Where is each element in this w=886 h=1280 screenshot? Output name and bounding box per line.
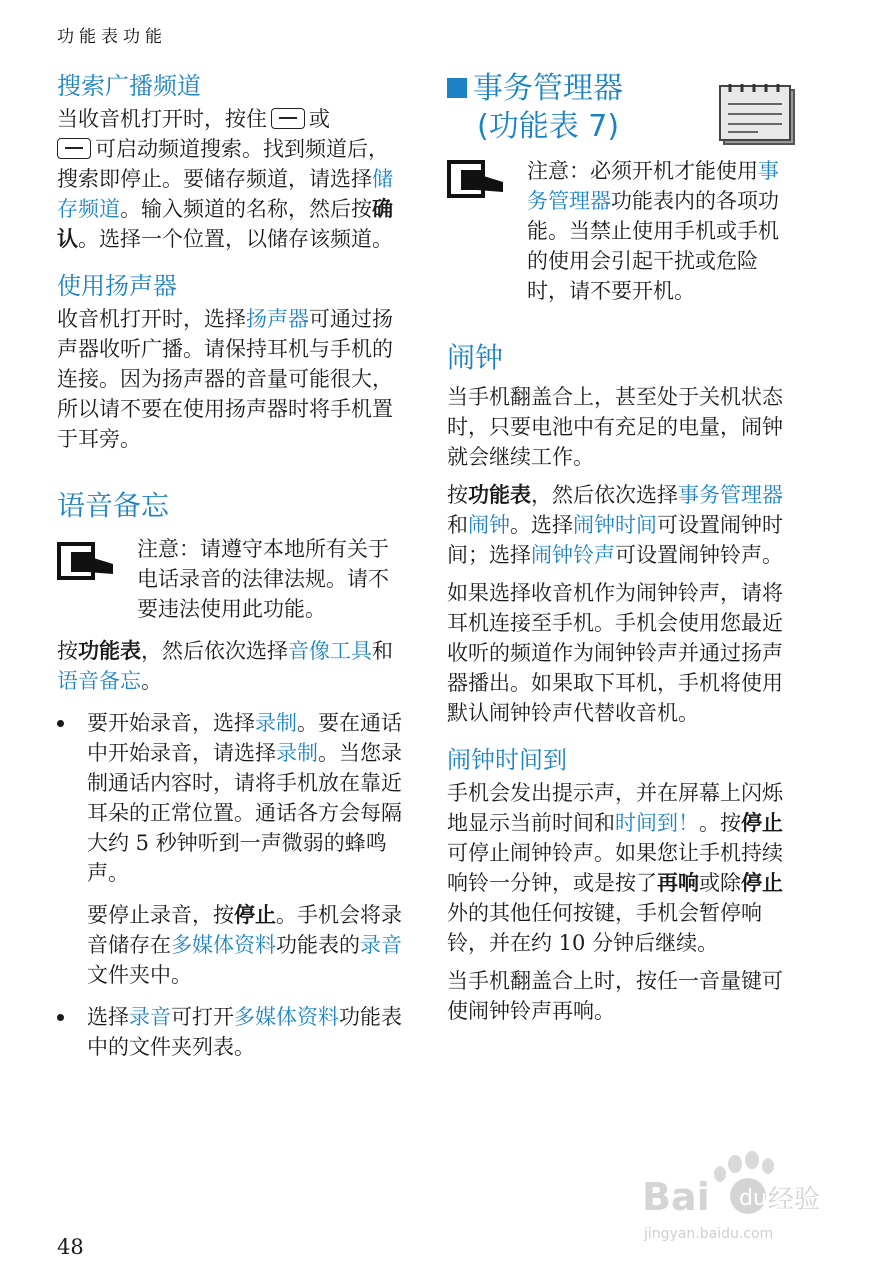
paragraph-speaker: 收音机打开时，选择扬声器可通过扬声器收听广播。请保持耳机与手机的连接。因为扬声器的音量可能很大，所以请不要在使用扬声器时将手机置于耳旁。 bbox=[57, 307, 393, 451]
paragraph-alarm-time-2: 当手机翻盖合上时，按任一音量键可使闹钟铃声再响。 bbox=[447, 969, 783, 1023]
svg-text:经验: 经验 bbox=[768, 1185, 821, 1215]
section-title-alarm: 闹钟 bbox=[447, 341, 504, 374]
section-title-alarm-time: 闹钟时间到 bbox=[447, 746, 567, 774]
square-bullet-icon bbox=[447, 78, 467, 98]
section-title-voice-memo: 语音备忘 bbox=[57, 489, 170, 522]
paragraph-alarm-1: 当手机翻盖合上，甚至处于关机状态时，只要电池中有充足的电量，闹钟就会继续工作。 bbox=[447, 385, 783, 469]
paragraph-channel-search: 当收音机打开时，按住 或 可启动频道搜索。找到频道后，搜索即停止。要储存频道，请选择储存频道。输入频道的名称，然后按确认。选择一个位置，以储存该频道。 bbox=[57, 107, 393, 251]
baidu-paw-logo bbox=[640, 1150, 840, 1250]
svg-text:du: du bbox=[739, 1186, 767, 1211]
list-item: 要开始录音，选择录制。要在通话中开始录音，请选择录制。当您录制通话内容时，请将手机放在靠近耳朵的正常位置。通话各方会每隔大约 5 秒钟听到一声微弱的蜂鸣声。 bbox=[57, 708, 407, 888]
bullet-list bbox=[57, 708, 407, 888]
right-column bbox=[447, 70, 797, 1026]
paragraph-alarm-2: 按功能表，然后依次选择事务管理器和闹钟。选择闹钟时间可设置闹钟时间；选择闹钟铃声可设置闹钟铃声。 bbox=[447, 482, 783, 567]
paragraph-stop-recording: 要停止录音，按停止。手机会将录音储存在多媒体资料功能表的录音文件夹中。 bbox=[87, 902, 402, 987]
paragraph-alarm-3: 如果选择收音机作为闹钟铃声，请将耳机连接至手机。手机会使用您最近收听的频道作为闹钟铃声并通过扬声器播出。如果取下耳机，手机将使用默认闹钟铃声代替收音机。 bbox=[447, 581, 783, 725]
list-item: 选择录音可打开多媒体资料功能表中的文件夹列表。 bbox=[57, 1002, 407, 1062]
section-title-channel-search: 搜索广播频道 bbox=[57, 72, 201, 100]
paragraph-voice-memo: 按功能表，然后依次选择音像工具和语音备忘。 bbox=[57, 638, 393, 693]
paragraph-alarm-time-1: 手机会发出提示声，并在屏幕上闪烁地显示当前时间和时间到！。按停止可停止闹钟铃声。如果您让手机持续响铃一分钟，或是按了再响或除停止外的其他任何按键，手机会暂停响铃，并在约 10 分钟后继续。 bbox=[447, 781, 783, 955]
chapter-title: 事务管理器 (功能表 7) bbox=[447, 70, 797, 146]
note-text: 注意：请遵守本地所有关于电话录音的法律法规。请不要违法使用此功能。 bbox=[137, 537, 389, 621]
svg-text:Bai: Bai bbox=[642, 1175, 710, 1219]
note-hand-icon bbox=[57, 542, 115, 582]
svg-text:jingyan.baidu.com: jingyan.baidu.com bbox=[644, 1226, 774, 1242]
organizer-icon bbox=[718, 82, 798, 146]
note-hand-icon bbox=[447, 160, 505, 200]
note-text: 注意：必须开机才能使用事务管理器功能表内的各项功能。当禁止使用手机或手机的使用会引起干扰或危险时，请不要开机。 bbox=[527, 159, 779, 303]
page-header: 功能表功能 bbox=[57, 27, 167, 47]
note-box bbox=[447, 156, 797, 306]
left-column bbox=[57, 70, 407, 1062]
selection-key-icon bbox=[57, 138, 91, 159]
link-save-channel: 储存频道 bbox=[57, 167, 393, 221]
selection-key-icon bbox=[271, 108, 305, 129]
note-box bbox=[57, 534, 407, 624]
baidu-watermark bbox=[640, 1150, 840, 1250]
page-number: 48 bbox=[57, 1235, 84, 1259]
section-title-speaker: 使用扬声器 bbox=[57, 272, 177, 300]
